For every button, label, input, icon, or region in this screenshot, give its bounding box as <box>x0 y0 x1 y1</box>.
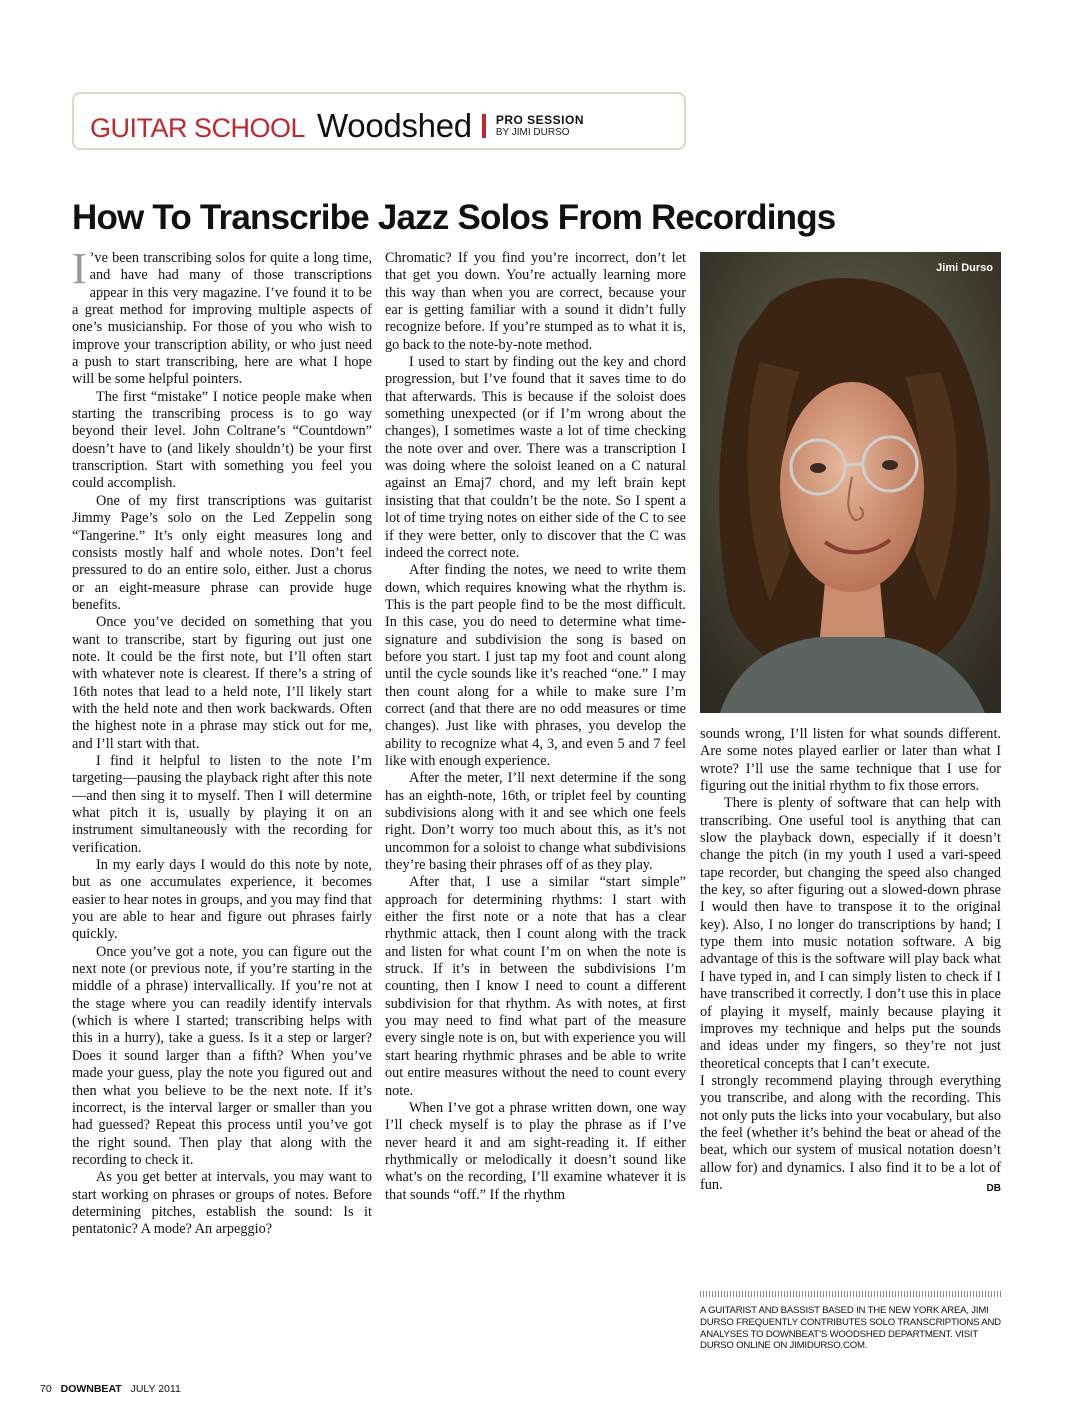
magazine-name: DOWNBEAT <box>60 1383 122 1395</box>
paragraph: As you get better at intervals, you may want to start working on phrases or groups of notes. Before determining pitches, establish the sound: Is it pentatonic? A mode? An arpeggio? <box>72 1169 372 1238</box>
end-mark: DB <box>986 1182 1001 1194</box>
article-title: How To Transcribe Jazz Solos From Recordings <box>72 198 836 237</box>
paragraph: sounds wrong, I’ll listen for what sounds different. Are some notes played earlier or later than what I wrote? I’ll use the same technique that I use for figuring out the initial rhythm to fix those errors. <box>700 726 1001 795</box>
column-1 <box>72 244 372 1239</box>
banner-byline: BY JIMI DURSO <box>495 127 570 138</box>
paragraph: Once you’ve got a note, you can figure out the next note (or previous note, if you’re starting in the middle of a phrase) intervallically. If you’re not at the stage where you can readily identify intervals (which is where I started; transcribing helps with this in a hurry), take a guess. Is it a step or larger? Does it sound larger than a fifth? When you’ve made your guess, play the note you figured out and then what you believe to be the next note. If it’s incorrect, is the interval larger or smaller than you had guessed? Repeat this process until you’ve got the right sound. Then play that along with the recording to check it. <box>72 943 372 1168</box>
paragraph: After the meter, I’ll next determine if the song has an eighth-note, 16th, or triplet feel by counting subdivisions along with it and see which one feels right. Don’t worry too much about this, as it’s not uncommon for a soloist to change what subdivisions they’re basing their phrases off of as they play. <box>385 770 686 874</box>
paragraph: After that, I use a similar “start simple” approach for determining rhythms: I start with either the first note or a note that has a clear rhythmic attack, then I count along with the track and listen for what count I’m on when the note is struck. If it’s in between the subdivisions I’m counting, then I know I need to count a different subdivision for that rhythm. As with notes, at first you may need to find what part of the measure every single note is on, but with experience you will start hearing rhythmic phrases and be able to write out entire measures without the need to count every note. <box>385 874 686 1099</box>
paragraph: When I’ve got a phrase written down, one way I’ll check myself is to play the phrase as if I’ve never heard it and am sight-reading it. If either rhythmically or melodically it doesn’t sound like what’s on the recording, I’ll examine whatever it is that sounds “off.” If the rhythm <box>385 1099 686 1203</box>
banner-divider <box>482 114 486 138</box>
paragraph: There is plenty of software that can help with transcribing. One useful tool is anything that can slow the playback down, especially if it doesn’t change the pitch (in my youth I used a vari-speed tape recorder, but changing the speed also changed the key, so after figuring out a slowed-down phrase I would then have to transpose it to the original key). Also, I no longer do transcriptions by hand; I type them into music notation software. A big advantage of this is the software will play back what I have typed in, and I can simply listen to check if I have transcribed it correctly. I don’t use this in place of playing it myself, mainly because playing it improves my technique and helps put the sounds and ideas under my fingers, so they’re not just theoretical concepts that I can’t execute. <box>700 795 1001 1072</box>
column-2 <box>385 250 686 1204</box>
paragraph: The first “mistake” I notice people make when starting the transcribing process is to go way beyond their level. John Coltrane’s “Countdown” doesn’t have to (and likely shouldn’t) be your first transcription. Start with something you feel you could accomplish. <box>72 388 372 492</box>
paragraph: After finding the notes, we need to write them down, which requires knowing what the rhythm is. This is the part people find to be the most difficult. In this case, you do need to determine what time-signature and subdivision the song is based on before you start. I just tap my foot and count along until the cycle sounds like it’s reached “one.” I may then count along for a while to make sure I’m correct (and that there are no odd measures or time changes). Just like with phrases, you develop the ability to recognize what 4, 3, and even 5 and 7 feel like with enough experience. <box>385 562 686 769</box>
paragraph: In my early days I would do this note by note, but as one accumulates experience, it becomes easier to hear notes in groups, and you may find that you are able to hear and figure out phrases fairly quickly. <box>72 857 372 943</box>
photo-credit: Jimi Durso <box>936 262 993 274</box>
paragraph: I find it helpful to listen to the note I’m targeting—pausing the playback right after this note—and then sing it to myself. Then I will determine what pitch it is, usually by playing it on an instrument simultaneously with the recording for verification. <box>72 752 372 856</box>
bio-divider <box>700 1291 1001 1297</box>
lead-paragraph: I ’ve been transcribing solos for quite a long time, and have had many of those transcriptions appear in this very magazine. I’ve found it to be a great method for improving multiple aspects of one’s musicianship. For those of you who wish to improve your transcription ability, or who just need a push to start transcribing, here are what I hope will be some helpful pointers. <box>72 244 372 388</box>
paragraph: Chromatic? If you find you’re incorrect, don’t let that get you down. You’re actually learning more this way than when you are correct, because your ear is getting familiar with a sound it didn’t fully recognize before. If you’re stumped as to what it is, go back to the note-by-note method. <box>385 250 686 353</box>
banner-pro-session: PRO SESSION <box>495 113 584 127</box>
banner-school: GUITAR SCHOOL <box>90 113 306 143</box>
drop-cap: I <box>72 244 87 293</box>
section-banner <box>72 92 686 150</box>
author-bio: A GUITARIST AND BASSIST BASED IN THE NEW YORK AREA, JIMI DURSO FREQUENTLY CONTRIBUTES SOLO TRANSCRIPTIONS AND ANALYSES TO DOWNBEAT’S WOODSHED DEPARTMENT. VISIT DURSO ONLINE ON JIMIDURSO.COM. <box>700 1305 1001 1352</box>
paragraph: I used to start by finding out the key and chord progression, but I’ve found that it saves time to do that afterwards. This is because if the soloist does something unexpected (or if I’m wrong about the changes), I sometimes waste a lot of time checking the note over and over. There was a transcription I was doing where the soloist leaned on a C natural against an Emaj7 chord, and my left brain kept insisting that that couldn’t be the note. So I spent a lot of time trying notes on either side of the C to see if they were better, only to discover that the C was indeed the correct note. <box>385 354 686 561</box>
author-photo <box>700 252 1001 713</box>
final-paragraph: I strongly recommend playing through everything you transcribe, and along with the recording. This not only puts the licks into your vocabulary, but also the feel (whether it’s behind the beat or ahead of the beat, which our system of musical notation doesn’t allow for) and dynamics. I also find it to be a lot of fun. DB <box>700 1073 1001 1194</box>
column-3 <box>700 726 1001 1197</box>
issue-date: JULY 2011 <box>130 1383 181 1395</box>
banner-section: Woodshed <box>317 107 472 144</box>
portrait-image <box>700 252 1001 713</box>
paragraph: One of my first transcriptions was guitarist Jimmy Page’s solo on the Led Zeppelin song “Tangerine.” It’s only eight measures long and consists mostly half and whole notes. Don’t feel pressured to do an entire solo, either. Just a chorus or an eight-measure phrase can provide huge benefits. <box>72 492 372 613</box>
page-number: 70 <box>40 1383 52 1395</box>
page-footer <box>40 1383 187 1395</box>
paragraph: Once you’ve decided on something that you want to transcribe, start by figuring out just one note. It could be the first note, but I’ll often start with whatever note is clearest. If there’s a string of 16th notes that lead to a held note, I’ll likely start with the held note and then work backwards. Often the highest note in a phrase may stick out for me, and I’ll start with that. <box>72 614 372 752</box>
